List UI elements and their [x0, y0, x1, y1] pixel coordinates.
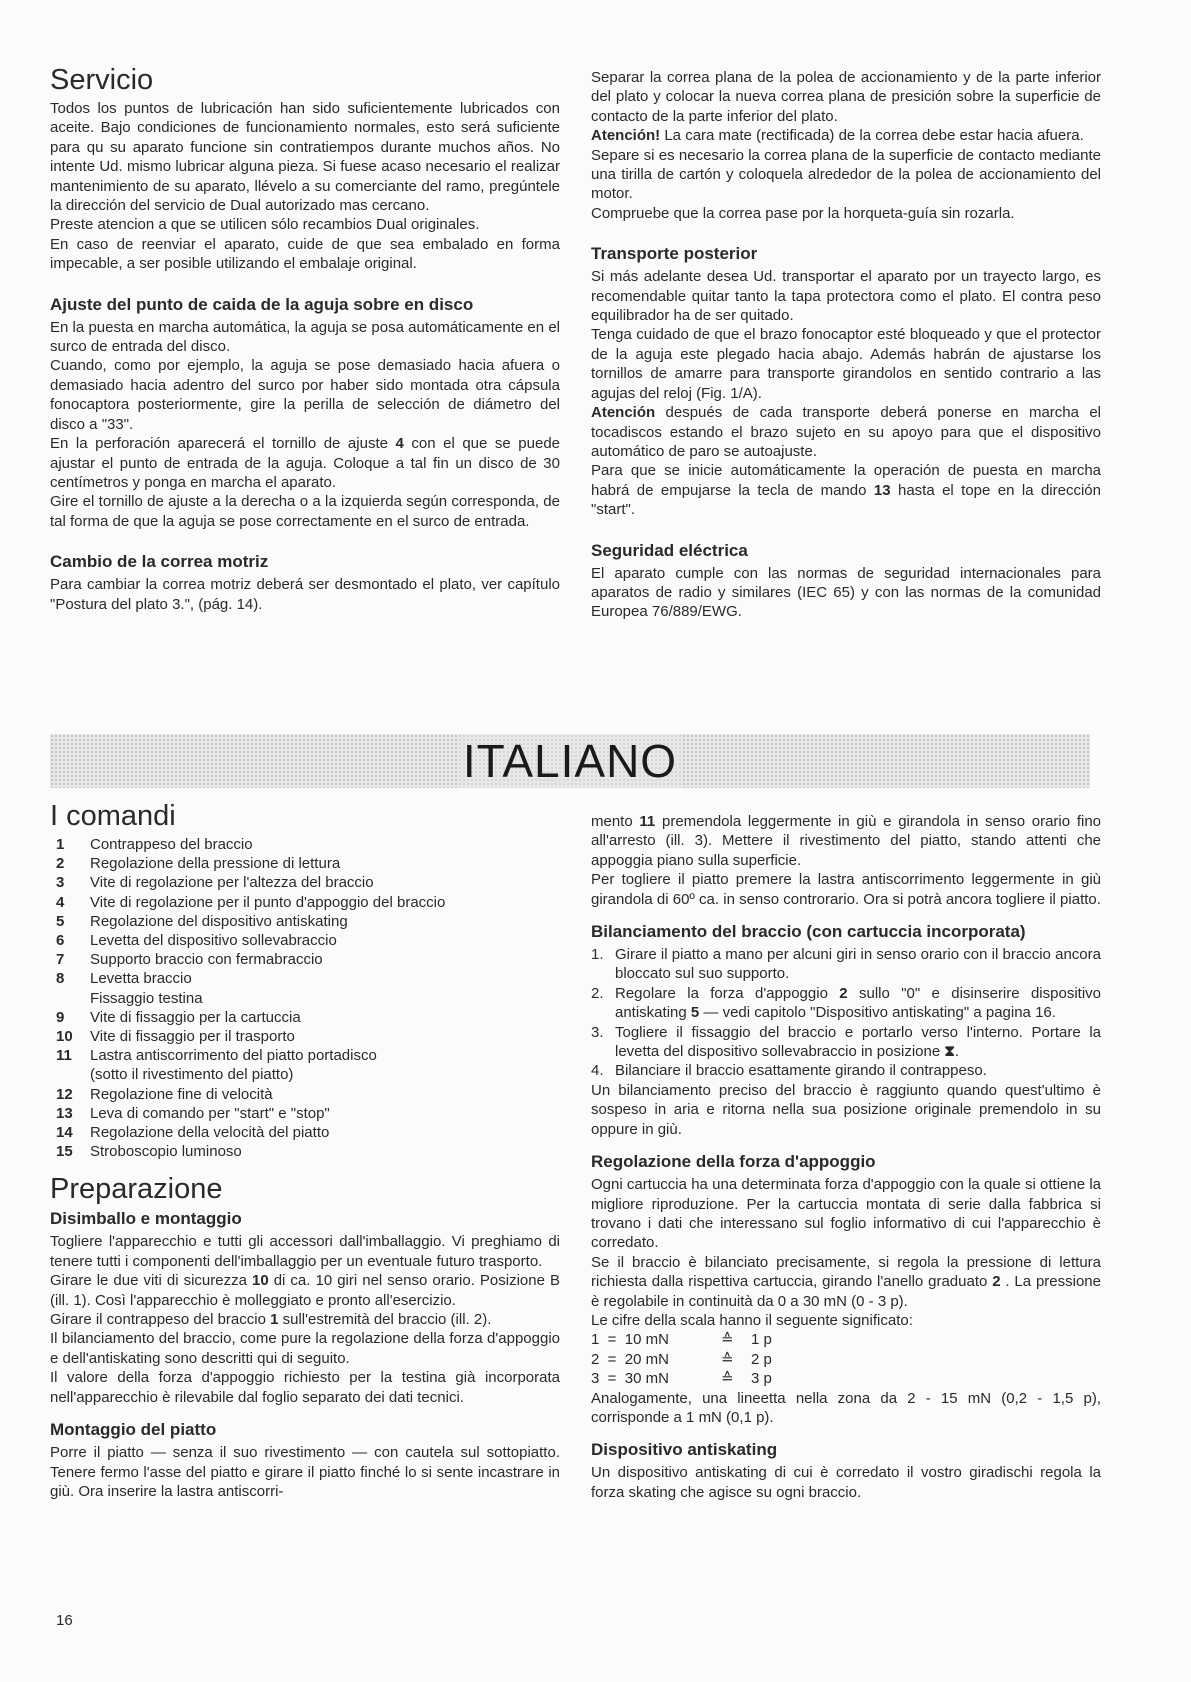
list-item: 11 Lastra antiscorrimento del piatto portadisco: [56, 1047, 377, 1065]
spanish-right-column: [591, 68, 1101, 622]
comandi-title: I comandi: [50, 800, 176, 832]
list-item: 3. Togliere il fissaggio del braccio e portarlo verso l'interno. Portare la levetta del dispositivo sollevabraccio in posizione ⧗.: [591, 1023, 1101, 1061]
comandi-list: [56, 835, 560, 1161]
preparazione-p3: Girare il contrappeso del braccio 1 sull'estremità del braccio (ill. 2).: [50, 1311, 492, 1329]
list-item: 10 Vite di fissaggio per il trasporto: [56, 1028, 295, 1046]
antiskating-p1: Un dispositivo antiskating di cui è corredato il vostro giradischi regola la forza skating che agisce su ogni braccio.: [591, 1464, 1101, 1501]
list-item: 15 Stroboscopio luminoso: [56, 1143, 242, 1161]
list-item: 3 Vite di regolazione per l'altezza del braccio: [56, 874, 374, 892]
servicio-p2: Preste atencion a que se utilicen sólo recambios Dual originales.: [50, 216, 480, 234]
bilanciamento-steps: [591, 945, 1101, 1081]
list-item: 9 Vite di fissaggio per la cartuccia: [56, 1008, 301, 1026]
italian-right-column: [591, 812, 1101, 1502]
list-item: 7 Supporto braccio con fermabraccio: [56, 951, 323, 969]
seguridad-p1: El aparato cumple con las normas de seguridad internacionales para aparatos de radio y similares (IEC 65) y con las normas de la comunidad Europea 76/889/EWG.: [591, 564, 1101, 621]
cambio-p1: Para cambiar la correa motriz deberá ser desmontado el plato, ver capítulo "Postura del plato 3.", (pág. 14).: [50, 576, 560, 613]
transporte-title: Transporte posterior: [591, 244, 758, 264]
correa-p2: Atención! La cara mate (rectificada) de la correa debe estar hacia afuera.: [591, 127, 1084, 145]
list-item: 4. Bilanciare il braccio esattamente girando il contrappeso.: [591, 1062, 987, 1080]
bilanciamento-p1: Un bilanciamento preciso del braccio è raggiunto quando quest'ultimo è sospeso in aria e ritorna nella sua posizione originale premendolo in su oppure in giù.: [591, 1081, 1101, 1138]
transporte-p1: Si más adelante desea Ud. transportar el aparato por un trayecto largo, es recomendable quitar tanto la tapa protectora como el plato. El contra peso equilibrador ha de ser quitado.: [591, 268, 1101, 325]
list-item: 13 Leva di comando per "start" e "stop": [56, 1104, 330, 1122]
list-item: (sotto il rivestimento del piatto): [90, 1066, 294, 1084]
page-number: 16: [56, 1612, 73, 1629]
preparazione-title: Preparazione: [50, 1173, 223, 1206]
list-item: 12 Regolazione fine di velocità: [56, 1085, 273, 1103]
forza-p1: Ogni cartuccia ha una determinata forza d'appoggio con la quale si ottiene la migliore riproduzione. Per la cartuccia montata di serie dalla fabbrica si trovano i dati che interessano sul foglio informativo di cui l'apparecchio è corredato.: [591, 1176, 1101, 1252]
preparazione-p2: Girare le due viti di sicurezza 10 di ca. 10 giri nel senso orario. Posizione B (ill. 1). Così l'apparecchio è molleggiato e pronto all'esercizio.: [50, 1272, 561, 1309]
list-item: 5 Regolazione del dispositivo antiskating: [56, 912, 348, 930]
list-item: 4 Vite di regolazione per il punto d'appoggio del braccio: [56, 893, 446, 911]
preparazione-p5: Il valore della forza d'appoggio richiesto per la testina già incorporata nell'apparecchio è rilevabile dal foglio separato dei dati tecnici.: [50, 1369, 560, 1406]
ajuste-p3: En la perforación aparecerá el tornillo de ajuste 4 con el que se puede ajustar el punto de entrada de la aguja. Coloque a tal fin un disco de 30 centímetros y ponga en marcha el aparato.: [50, 435, 560, 491]
transporte-p3: Atención después de cada transporte deberá ponerse en marcha el tocadiscos estando el brazo sujeto en su apoyo para que el dispositivo automático de paro se autoajuste.: [591, 404, 1101, 460]
forza-p2: Se il braccio è bilanciato precisamente, si regola la pressione di lettura richiesta dalla rispettiva cartuccia, girando l'anello graduato 2 . La pressione è regolabile in continuità da 0 a 30 mN (0 - 3 p).: [591, 1253, 1101, 1310]
list-item: 6 Levetta del dispositivo sollevabraccio: [56, 932, 337, 950]
antiskating-title: Dispositivo antiskating: [591, 1440, 778, 1460]
forza-scale: 1 = 10 mN ≙ 1 p 2 = 20 mN ≙ 2 p 3 = 30 mN ≙ 3 p: [591, 1331, 772, 1388]
italian-left-column: [50, 800, 560, 1501]
piatto-title: Montaggio del piatto: [50, 1420, 217, 1440]
servicio-p1: Todos los puntos de lubricación han sido suficientemente lubricados con aceite. Bajo condiciones de funcionamiento normales, esto será suficiente para qu su aparato funcione sin contratiempos durante muchos años. No intente Ud. mismo lubricar alguna pieza. Si fuese acaso necesario el realizar mantenimiento de su aparato, llévelo a su comerciante del ramo, pregúntele la dirección del servicio de Dual autorizado mas cercano.: [50, 100, 560, 215]
correa-p4: Compruebe que la correa pase por la horqueta-guía sin rozarla.: [591, 204, 1015, 222]
transporte-p2: Tenga cuidado de que el brazo fonocaptor esté bloqueado y que el protector de la aguja este plegado hacia abajo. Además habrán de ajustarse los tornillos de amarre para transporte girandolos en sentido contrario a las agujas del reloj (Fig. 1/A).: [591, 326, 1101, 402]
italiano-banner: [50, 734, 1090, 788]
list-item: Fissaggio testina: [90, 989, 203, 1007]
servicio-title: Servicio: [50, 64, 154, 96]
transporte-p4: Para que se inicie automáticamente la operación de puesta en marcha habrá de empujarse la tecla de mando 13 hasta el tope en la dirección "start".: [591, 462, 1101, 519]
list-item: 14 Regolazione della velocità del piatto: [56, 1124, 330, 1142]
forza-p4: Analogamente, una lineetta nella zona da 2 - 15 mN (0,2 - 1,5 p), corrisponde a 1 mN (0,1 p).: [591, 1389, 1101, 1426]
cont-p2: Per togliere il piatto premere la lastra antiscorrimento leggermente in giù girandola di 60º ca. in senso controrario. Ora si potrà ancora togliere il piatto.: [591, 871, 1101, 908]
seguridad-title: Seguridad eléctrica: [591, 540, 748, 560]
list-item: 2. Regolare la forza d'appoggio 2 sullo "0" e disinserire dispositivo antiskating 5 — vedi capitolo "Dispositivo antiskating" a pagina 16.: [591, 984, 1102, 1022]
list-item: 1 Contrappeso del braccio: [56, 836, 253, 853]
forza-p3: Le cifre della scala hanno il seguente significato:: [591, 1311, 913, 1329]
list-item: 2 Regolazione della pressione di lettura: [56, 855, 341, 873]
bilanciamento-title: Bilanciamento del braccio (con cartuccia incorporata): [591, 922, 1026, 942]
piatto-p1: Porre il piatto — senza il suo rivestimento — con cautela sul sottopiatto. Tenere fermo l'asse del piatto e girare il piatto finché lo si sente incastrare in giù. Ora inserire la lastra antiscorri-: [50, 1444, 560, 1500]
disimballo-title: Disimballo e montaggio: [50, 1209, 242, 1229]
ajuste-title: Ajuste del punto de caida de la aguja sobre en disco: [50, 294, 474, 314]
cont-p1: mento 11 premendola leggermente in giù e girandola in senso orario fino all'arresto (ill. 3). Mettere il rivestimento del piatto, stando attenti che appoggia piano sulla superficie.: [591, 813, 1101, 869]
banner-title: ITALIANO: [459, 734, 681, 788]
ajuste-p2: Cuando, como por ejemplo, la aguja se pose demasiado hacia afuera o demasiado hacia adentro del surco por haber sido montada otra cápsula fonocaptora posteriormente, gire la perilla de selección de diámetro del disco a "33".: [50, 357, 560, 433]
servicio-p3: En caso de reenviar el aparato, cuide de que sea embalado en forma impecable, a ser posible utilizando el embalaje original.: [50, 235, 560, 273]
ajuste-p4: Gire el tornillo de ajuste a la derecha o a la izquierda según corresponda, de tal forma de que la aguja se pose correctamente en el surco de entrada.: [50, 493, 560, 530]
ajuste-p1: En la puesta en marcha automática, la aguja se posa automáticamente en el surco de entrada del disco.: [50, 318, 560, 356]
preparazione-p1: Togliere l'apparecchio e tutti gli accessori dall'imballaggio. Vi preghiamo di tenere tutti i componenti dell'imballaggio per un eventuale futuro trasporto.: [50, 1233, 560, 1270]
preparazione-p4: Il bilanciamento del braccio, come pure la regolazione della forza d'appoggio e dell'antiskating sono descritti qui di seguito.: [50, 1330, 560, 1367]
spanish-left-column: [50, 64, 560, 614]
cambio-title: Cambio de la correa motriz: [50, 552, 269, 572]
forza-title: Regolazione della forza d'appoggio: [591, 1152, 876, 1172]
correa-p3: Separe si es necesario la correa plana de la superficie de contacto mediante una tirilla de cartón y coloquela alrededor de la polea de accionamiento del motor.: [591, 146, 1101, 203]
list-item: 1. Girare il piatto a mano per alcuni giri in senso orario con il braccio ancora bloccato sul suo supporto.: [591, 946, 1101, 983]
correa-p1: Separar la correa plana de la polea de accionamiento y de la parte inferior del plato y colocar la nueva correa plana de presición sobre la superficie de contacto de la parte inferior del plato.: [591, 69, 1101, 125]
list-item: 8 Levetta braccio: [56, 970, 192, 988]
